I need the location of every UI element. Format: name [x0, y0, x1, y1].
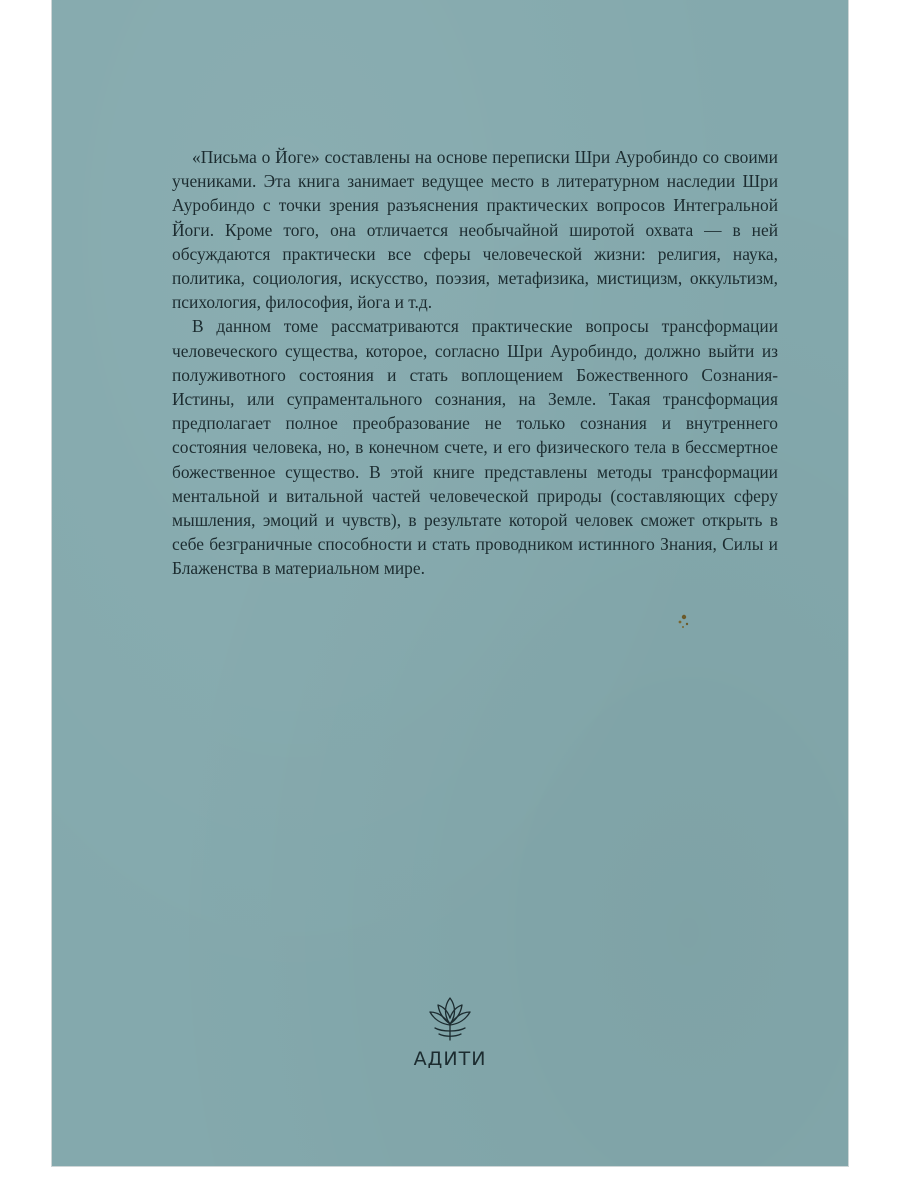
- publisher-logo: [402, 992, 498, 1070]
- lotus-icon: [426, 992, 474, 1044]
- annotation-paragraph-2: В данном томе рассматриваются практические вопросы трансформации человеческого существа, которое, согласно Шри Ауробиндо, должно выйти из полуживотного состояния и стать воплощением Божественного Сознания-Истины, или супраментального сознания, на Земле. Такая трансформация предполагает полное преобразование не только сознания и внутреннего состояния человека, но, в конечном счете, и его физического тела в бессмертное божественное существо. В этой книге представлены методы трансформации ментальной и витальной частей человеческой природы (составляющих сферу мышления, эмоций и чувств), в результате которой человек сможет открыть в себе безграничные способности и стать проводником истинного Знания, Силы и Блаженства в материальном мире.: [172, 316, 778, 579]
- annotation-text: [172, 145, 778, 581]
- annotation-paragraph-1: «Письма о Йоге» составлены на основе переписки Шри Ауробиндо со своими учениками. Эта книга занимает ведущее место в литературном наследии Шри Ауробиндо с точки зрения разъяснения практических вопросов Интегральной Йоги. Кроме того, она отличается необычайной широтой охвата — в ней обсуждаются практически все сферы человеческой жизни: религия, наука, политика, социология, искусство, поэзия, метафизика, мистицизм, оккультизм, психология, философия, йога и т.д.: [172, 147, 778, 313]
- print-speck: [676, 612, 692, 630]
- publisher-name: АДИТИ: [413, 1048, 487, 1070]
